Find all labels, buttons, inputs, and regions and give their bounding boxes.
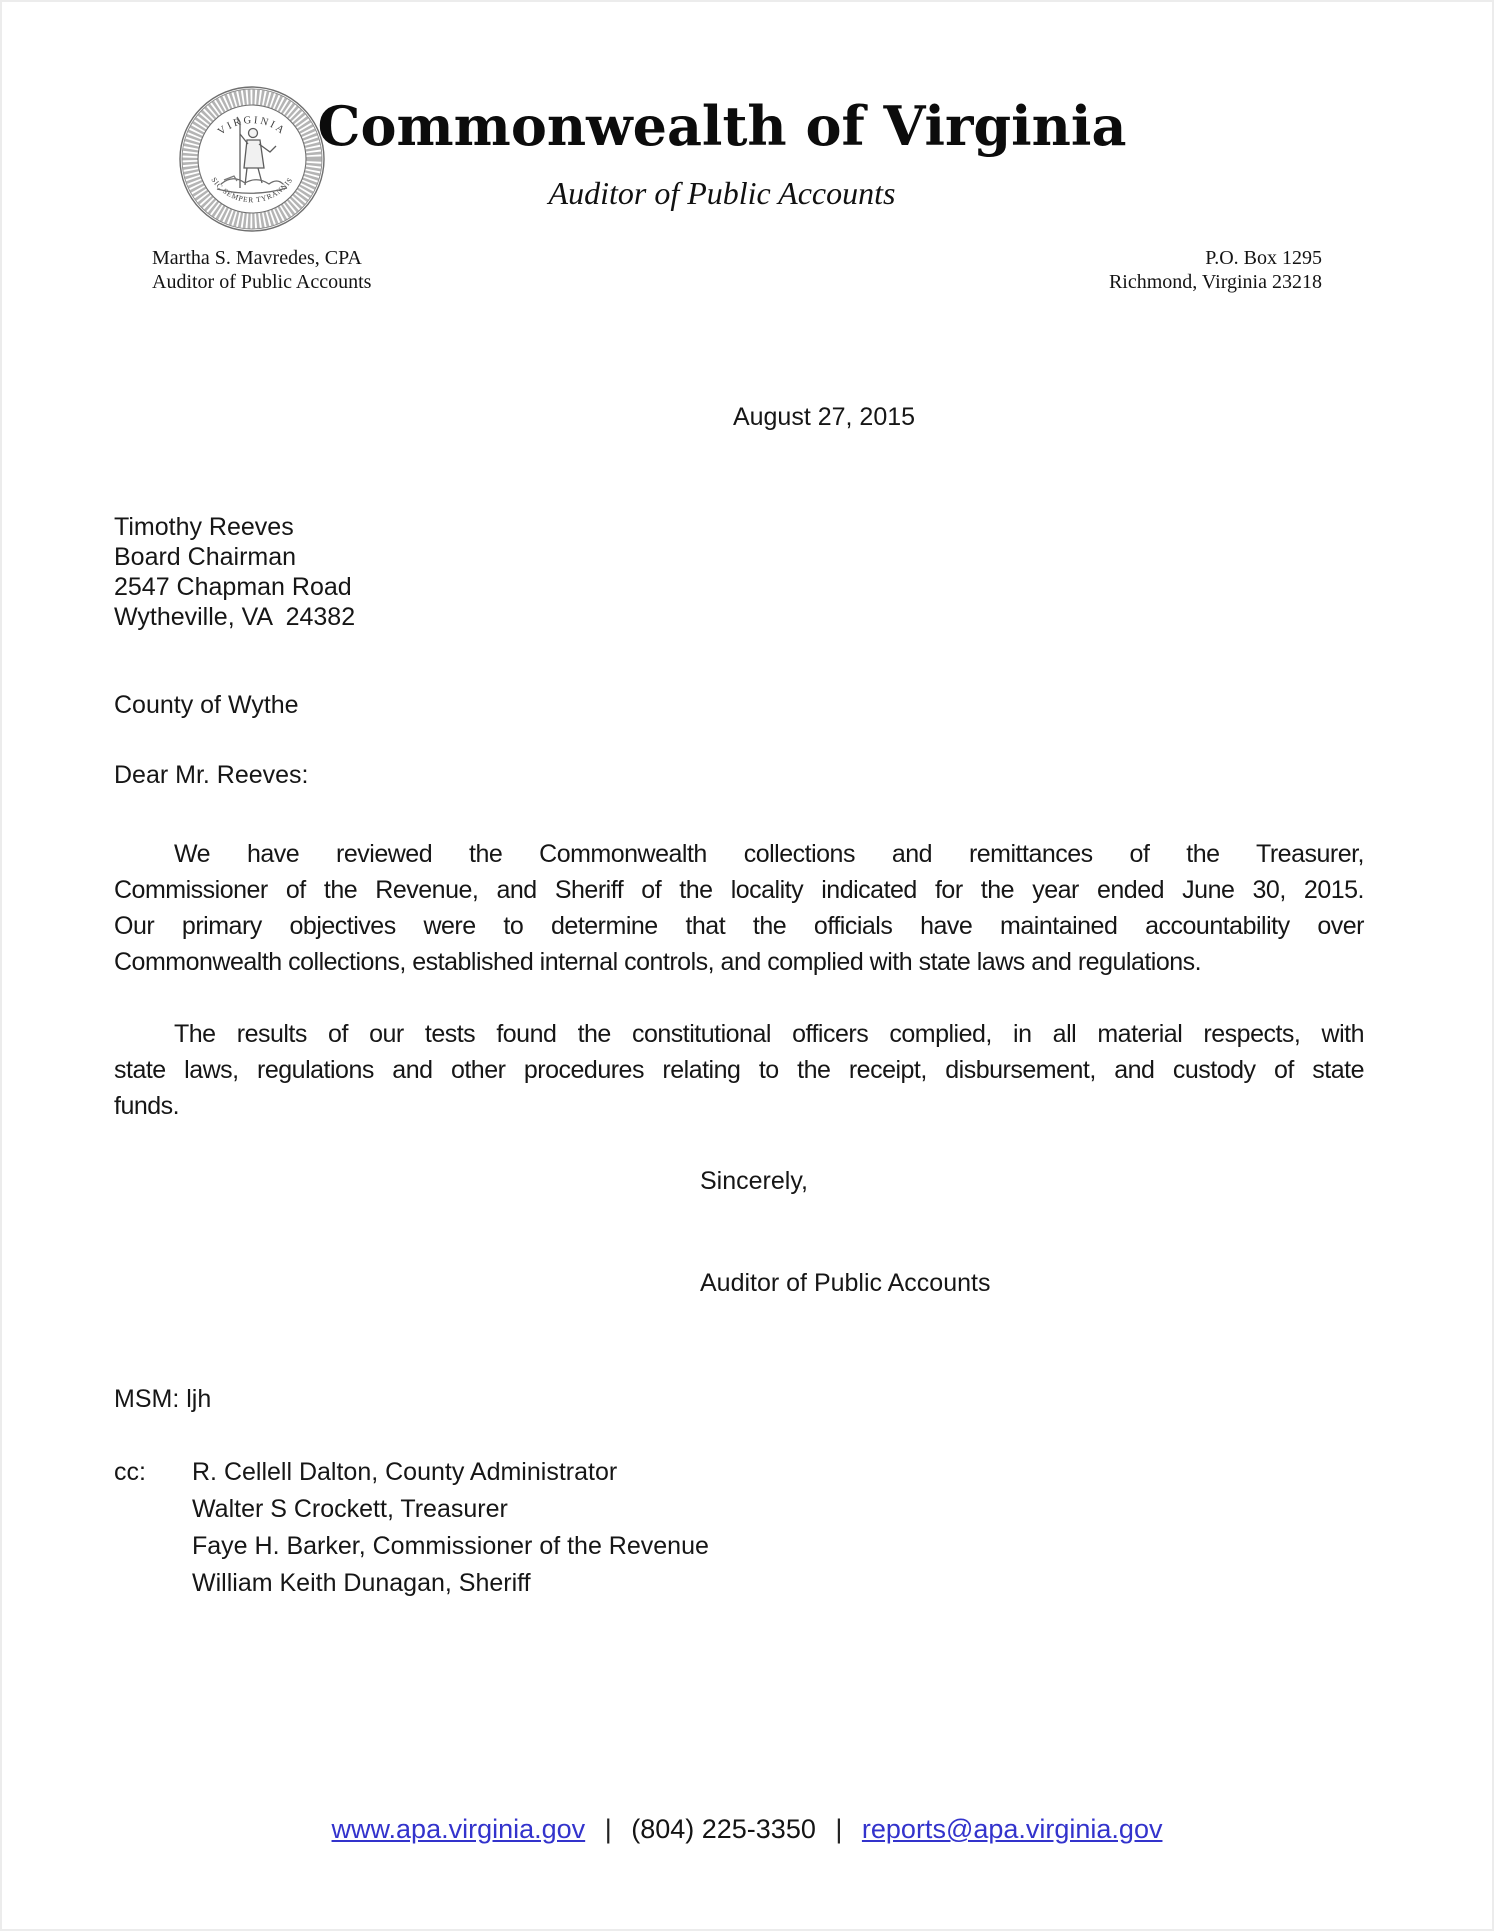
cc-recipient: Faye H. Barker, Commissioner of the Revenue bbox=[192, 1532, 709, 1560]
cc-recipient: William Keith Dunagan, Sheriff bbox=[192, 1569, 531, 1597]
body-paragraph-2 bbox=[114, 1016, 1364, 1124]
official-name: Martha S. Mavredes, CPA bbox=[152, 247, 362, 269]
seal-top-text: VIRGINIA bbox=[216, 114, 288, 138]
locality-line: County of Wythe bbox=[114, 691, 299, 719]
paragraph-line: funds. bbox=[114, 1092, 180, 1120]
cc-label: cc: bbox=[114, 1458, 146, 1486]
cc-list bbox=[192, 1454, 709, 1602]
paragraph-line: The results of our tests found the constitutional officers complied, in all material respects, with bbox=[174, 1020, 1364, 1048]
recipient-title: Board Chairman bbox=[114, 543, 297, 571]
recipient-city-zip: Wytheville, VA 24382 bbox=[114, 603, 356, 631]
phone-number: (804) 225-3350 bbox=[631, 1814, 816, 1844]
cc-recipient: Walter S Crockett, Treasurer bbox=[192, 1495, 508, 1523]
body-paragraph-1 bbox=[114, 836, 1364, 980]
paragraph-line: Our primary objectives were to determine that the officials have maintained accountability over bbox=[114, 912, 1364, 940]
paragraph-line: state laws, regulations and other procedures relating to the receipt, disbursement, and custody of state bbox=[114, 1056, 1364, 1084]
footer-contact-line bbox=[2, 1812, 1492, 1846]
letterhead-title: Commonwealth of Virginia bbox=[317, 94, 1127, 158]
date-line: August 27, 2015 bbox=[732, 403, 916, 431]
paragraph-line: We have reviewed the Commonwealth collections and remittances of the Treasurer, bbox=[174, 840, 1364, 868]
footer-separator: | bbox=[604, 1814, 612, 1844]
seal-bottom-text: SIC SEMPER TYRANNIS bbox=[209, 175, 295, 205]
signature-title: Auditor of Public Accounts bbox=[700, 1269, 991, 1297]
cc-recipient: R. Cellell Dalton, County Administrator bbox=[192, 1458, 618, 1486]
letterhead-subtitle: Auditor of Public Accounts bbox=[548, 175, 896, 211]
recipient-address-block bbox=[114, 512, 1364, 632]
recipient-street: 2547 Chapman Road bbox=[114, 573, 352, 601]
closing-line: Sincerely, bbox=[700, 1167, 808, 1195]
city-state-zip-line: Richmond, Virginia 23218 bbox=[1108, 271, 1322, 293]
website-link[interactable]: www.apa.virginia.gov bbox=[331, 1814, 586, 1844]
salutation-line: Dear Mr. Reeves: bbox=[114, 761, 309, 789]
recipient-name: Timothy Reeves bbox=[114, 513, 294, 541]
cc-block bbox=[114, 1454, 1364, 1602]
email-link[interactable]: reports@apa.virginia.gov bbox=[861, 1814, 1163, 1844]
letter-body bbox=[114, 400, 1364, 1602]
footer-separator: | bbox=[835, 1814, 843, 1844]
paragraph-line: Commissioner of the Revenue, and Sheriff of the locality indicated for the year ended June 30, 2015. bbox=[114, 876, 1364, 904]
paragraph-line: Commonwealth collections, established internal controls, and complied with state laws and regulations. bbox=[114, 948, 1202, 976]
official-title: Auditor of Public Accounts bbox=[152, 271, 372, 293]
reference-initials-line: MSM: ljh bbox=[114, 1385, 212, 1413]
po-box-line: P.O. Box 1295 bbox=[1205, 247, 1322, 269]
